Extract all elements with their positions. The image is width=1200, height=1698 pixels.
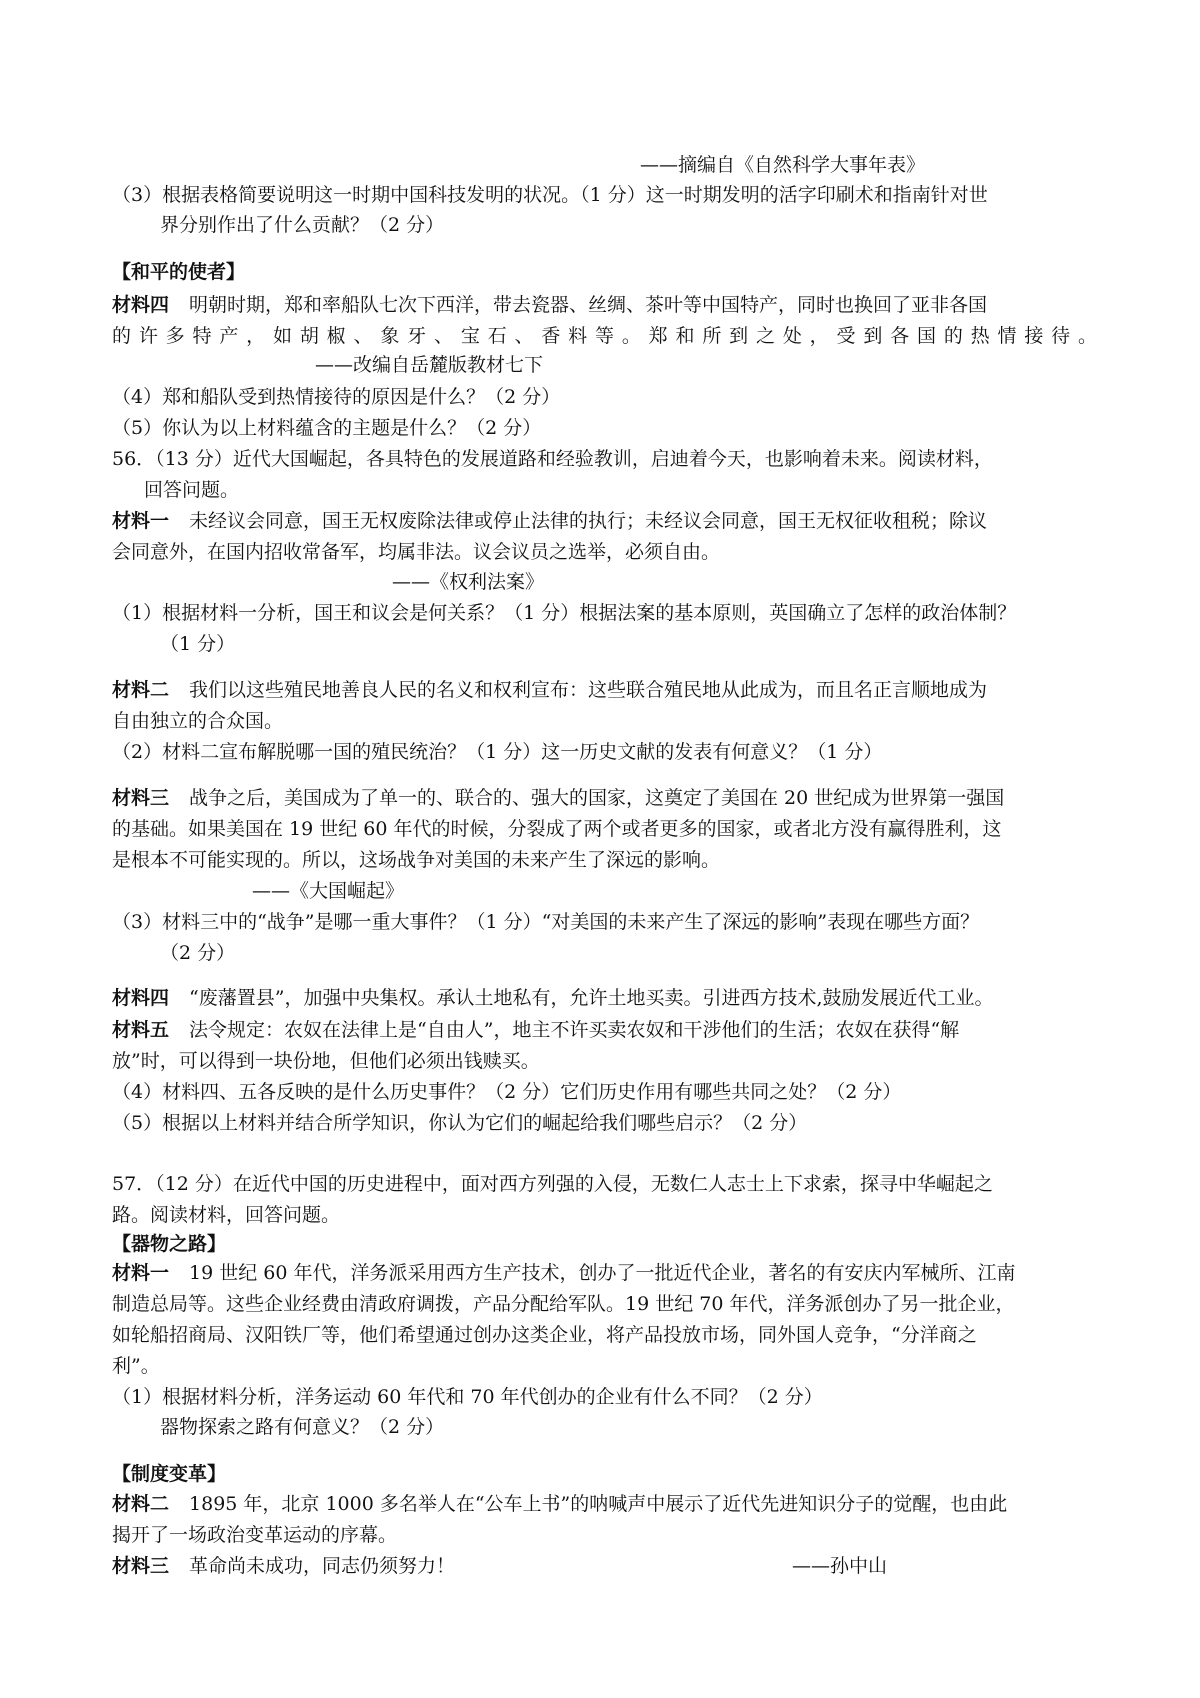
question-intro: 路。阅读材料，回答问题。	[112, 1204, 341, 1226]
question-text: （4）材料四、五各反映的是什么历史事件？（2 分）它们历史作用有哪些共同之处？（2 分）	[112, 1081, 902, 1103]
question-text: 器物探索之路有何意义？（2 分）	[160, 1416, 445, 1438]
material-text: 放”时，可以得到一块份地，但他们必须出钱赎买。	[112, 1050, 540, 1072]
question-intro: 回答问题。	[144, 479, 240, 501]
section-heading: 【制度变革】	[112, 1463, 227, 1485]
source-citation: ——孙中山	[792, 1555, 888, 1577]
material-text: 法令规定：农奴在法律上是“自由人”，地主不许买卖农奴和干涉他们的生活；农奴在获得“解	[189, 1019, 960, 1041]
material-label: 材料一	[112, 1262, 170, 1284]
material-label: 材料一	[112, 510, 170, 532]
material-paragraph	[112, 1557, 455, 1576]
material-label: 材料二	[112, 1493, 170, 1515]
question-text: （1 分）	[160, 633, 236, 655]
question-text: （3）根据表格简要说明这一时期中国科技发明的状况。（1 分）这一时期发明的活字印刷术和指南针对世	[112, 184, 988, 206]
source-citation: ——改编自岳麓版教材七下	[315, 354, 544, 376]
question-intro: 57．（12 分）在近代中国的历史进程中，面对西方列强的入侵，无数仁人志士上下求索，探寻中华崛起之	[112, 1173, 993, 1195]
question-text: （5）你认为以上材料蕴含的主题是什么？（2 分）	[112, 417, 542, 439]
material-text: 明朝时期，郑和率船队七次下西洋，带去瓷器、丝绸、茶叶等中国特产，同时也换回了亚非各国	[189, 294, 988, 316]
source-citation: ——《大国崛起》	[252, 880, 405, 902]
material-label: 材料四	[112, 294, 170, 316]
material-text: 制造总局等。这些企业经费由清政府调拨，产品分配给军队。19 世纪 70 年代，洋务派创办了另一批企业，	[112, 1293, 1015, 1315]
material-paragraph	[112, 789, 1004, 808]
section-heading: 【和平的使者】	[112, 261, 246, 283]
source-citation: ——摘编自《自然科学大事年表》	[640, 154, 926, 176]
question-text: （5）根据以上材料并结合所学知识，你认为它们的崛起给我们哪些启示？（2 分）	[112, 1112, 808, 1134]
material-text: 战争之后，美国成为了单一的、联合的、强大的国家，这奠定了美国在 20 世纪成为世界第一强国	[189, 787, 1005, 809]
material-label: 材料三	[112, 787, 170, 809]
material-paragraph	[112, 989, 994, 1008]
section-heading: 【器物之路】	[112, 1233, 227, 1255]
material-text: 利”。	[112, 1355, 160, 1377]
question-text: （1）根据材料分析，洋务运动 60 年代和 70 年代创办的企业有什么不同？（2 分）	[112, 1386, 823, 1408]
material-text: 1895 年，北京 1000 多名举人在“公车上书”的呐喊声中展示了近代先进知识分子的觉醒，也由此	[189, 1493, 1008, 1515]
material-text: 19 世纪 60 年代，洋务派采用西方生产技术，创办了一批近代企业，著名的有安庆内军械所、江南	[189, 1262, 1016, 1284]
question-text: （1）根据材料一分析，国王和议会是何关系？（1 分）根据法案的基本原则，英国确立了怎样的政治体制？	[112, 602, 1017, 624]
material-text: “废藩置县”，加强中央集权。承认土地私有，允许土地买卖。引进西方技术,鼓励发展近代工业。	[189, 987, 994, 1009]
material-text: 未经议会同意，国王无权废除法律或停止法律的执行；未经议会同意，国王无权征收租税；除议	[189, 510, 988, 532]
material-paragraph	[112, 296, 987, 315]
question-intro: 56．（13 分）近代大国崛起，各具特色的发展道路和经验教训，启迪着今天，也影响着未来。阅读材料，	[112, 448, 993, 470]
material-text: 如轮船招商局、汉阳铁厂等，他们希望通过创办这类企业，将产品投放市场，同外国人竞争，“分洋商之	[112, 1324, 977, 1346]
material-label: 材料四	[112, 987, 170, 1009]
question-text: （4）郑和船队受到热情接待的原因是什么？（2 分）	[112, 386, 561, 408]
material-text: 我们以这些殖民地善良人民的名义和权利宣布：这些联合殖民地从此成为，而且名正言顺地成为	[189, 679, 988, 701]
material-label: 材料五	[112, 1019, 170, 1041]
material-paragraph	[112, 1495, 1007, 1514]
material-text: 的基础。如果美国在 19 世纪 60 年代的时候，分裂成了两个或者更多的国家，或者北方没有赢得胜利，这	[112, 818, 1002, 840]
material-label: 材料三	[112, 1555, 170, 1577]
material-text: 是根本不可能实现的。所以，这场战争对美国的未来产生了深远的影响。	[112, 849, 721, 871]
material-paragraph	[112, 512, 987, 531]
material-paragraph	[112, 1021, 959, 1040]
question-text: 界分别作出了什么贡献？（2 分）	[160, 214, 445, 236]
material-text: 革命尚未成功，同志仍须努力！	[189, 1555, 456, 1577]
question-text: （3）材料三中的“战争”是哪一重大事件？（1 分）“对美国的未来产生了深远的影响”表现在哪些方面？	[112, 911, 980, 933]
question-text: （2）材料二宣布解脱哪一国的殖民统治？（1 分）这一历史文献的发表有何意义？（1 分）	[112, 741, 883, 763]
material-label: 材料二	[112, 679, 170, 701]
material-text: 会同意外，在国内招收常备军，均属非法。议会议员之选举，必须自由。	[112, 541, 721, 563]
material-paragraph	[112, 1264, 1016, 1283]
material-text: 自由独立的合众国。	[112, 710, 284, 732]
question-text: （2 分）	[160, 942, 236, 964]
material-text: 揭开了一场政治变革运动的序幕。	[112, 1524, 398, 1546]
material-text: 的许多特产，如胡椒、象牙、宝石、香料等。郑和所到之处，受到各国的热情接待。	[112, 325, 1097, 347]
source-citation: ——《权利法案》	[392, 571, 545, 593]
material-paragraph	[112, 681, 987, 700]
